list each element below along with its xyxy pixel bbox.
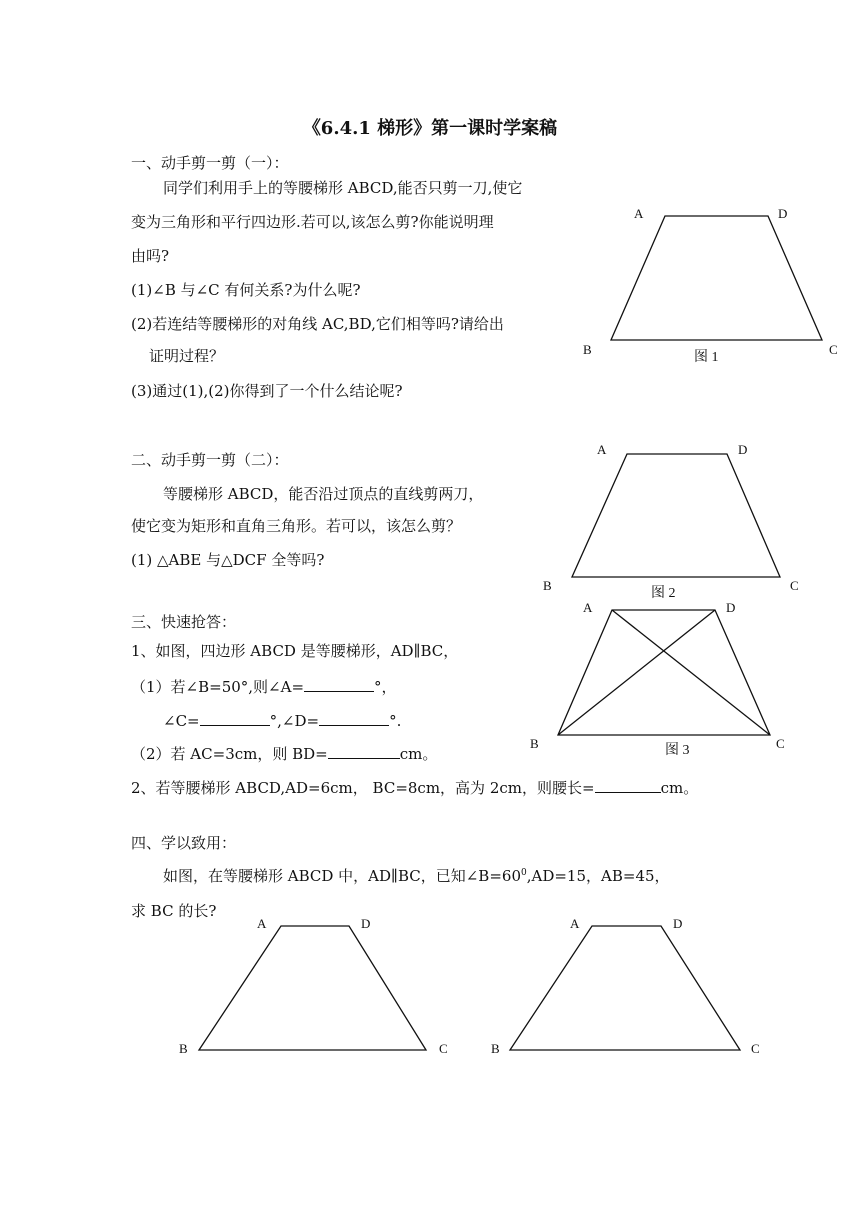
section1-question2-cont: 证明过程？ bbox=[149, 347, 225, 365]
page-title: 《6.4.1 梯形》第一课时学案稿 bbox=[302, 118, 558, 139]
section3-question1: 1、如图，四边形 ABCD 是等腰梯形，AD∥BC， bbox=[131, 642, 459, 660]
fig3-vertex-b: B bbox=[530, 736, 539, 751]
fig3-vertex-a: A bbox=[583, 600, 593, 615]
section1-paragraph-line2: 变为三角形和平行四边形.若可以,该怎么剪?你能说明理 bbox=[131, 213, 494, 231]
figure3-caption: 图 3 bbox=[665, 743, 690, 758]
fig5-vertex-b: B bbox=[491, 1041, 500, 1056]
section4-heading: 四、学以致用： bbox=[131, 834, 237, 852]
figure1-caption: 图 1 bbox=[694, 350, 719, 365]
fig4-vertex-a: A bbox=[257, 916, 267, 931]
section1-question1: (1)∠B 与∠C 有何关系?为什么呢? bbox=[131, 281, 361, 299]
section4-paragraph-line2: 求 BC 的长? bbox=[131, 902, 217, 920]
figure2-caption: 图 2 bbox=[651, 586, 676, 601]
fig3-vertex-c: C bbox=[776, 736, 785, 751]
section3-heading: 三、快速抢答： bbox=[131, 613, 237, 631]
fig2-vertex-d: D bbox=[738, 442, 748, 457]
fig5-vertex-c: C bbox=[751, 1041, 760, 1056]
fig1-vertex-b: B bbox=[583, 342, 592, 357]
section1-question3: (3)通过(1),(2)你得到了一个什么结论呢? bbox=[131, 382, 403, 400]
fig4-vertex-b: B bbox=[179, 1041, 188, 1056]
section3-question1c: （2）若 AC=3cm，则 BD= cm。 bbox=[131, 745, 438, 763]
section1-question2: (2)若连结等腰梯形的对角线 AC,BD,它们相等吗?请给出 bbox=[131, 315, 504, 333]
fig5-vertex-a: A bbox=[570, 916, 580, 931]
fig4-vertex-d: D bbox=[361, 916, 371, 931]
section2-heading: 二、动手剪一剪（二）： bbox=[131, 451, 289, 469]
figure3-trapezoid bbox=[558, 610, 770, 735]
section4-paragraph-line1: 如图，在等腰梯形 ABCD 中，AD∥BC，已知$\angle B=60^0,AD=15$，AB=45， bbox=[163, 867, 670, 885]
section2-paragraph-line1: 等腰梯形 ABCD，能否沿过顶点的直线剪两刀， bbox=[163, 485, 484, 503]
section3-question2: 2、若等腰梯形 ABCD,AD=6cm， BC=8cm，高为 2cm，则腰长= cm。 bbox=[131, 779, 699, 797]
section2-question1: (1) △ABE 与△DCF 全等吗? bbox=[131, 551, 325, 569]
figure1-trapezoid bbox=[611, 216, 822, 340]
fig2-vertex-a: A bbox=[597, 442, 607, 457]
fig5-vertex-d: D bbox=[673, 916, 683, 931]
section2-paragraph-line2: 使它变为矩形和直角三角形。若可以，该怎么剪？ bbox=[131, 517, 462, 535]
section1-paragraph-line1: 同学们利用手上的等腰梯形 ABCD,能否只剪一刀,使它 bbox=[163, 179, 523, 197]
section1-heading: 一、动手剪一剪（一）： bbox=[131, 154, 289, 172]
fig2-vertex-b: B bbox=[543, 578, 552, 593]
figure2-trapezoid bbox=[572, 454, 780, 577]
section3-question1a: （1）若∠B=50°,则∠A= °， bbox=[131, 678, 397, 696]
fig2-vertex-c: C bbox=[790, 578, 799, 593]
fig1-vertex-a: A bbox=[634, 206, 644, 221]
figure4-trapezoid bbox=[199, 926, 426, 1050]
fig3-vertex-d: D bbox=[726, 600, 736, 615]
fig1-vertex-d: D bbox=[778, 206, 788, 221]
section1-paragraph-line3: 由吗? bbox=[131, 247, 170, 265]
section3-question1b: ∠C= °,∠D= °. bbox=[163, 712, 402, 730]
fig1-vertex-c: C bbox=[829, 342, 838, 357]
fig4-vertex-c: C bbox=[439, 1041, 448, 1056]
figure5-trapezoid bbox=[510, 926, 740, 1050]
